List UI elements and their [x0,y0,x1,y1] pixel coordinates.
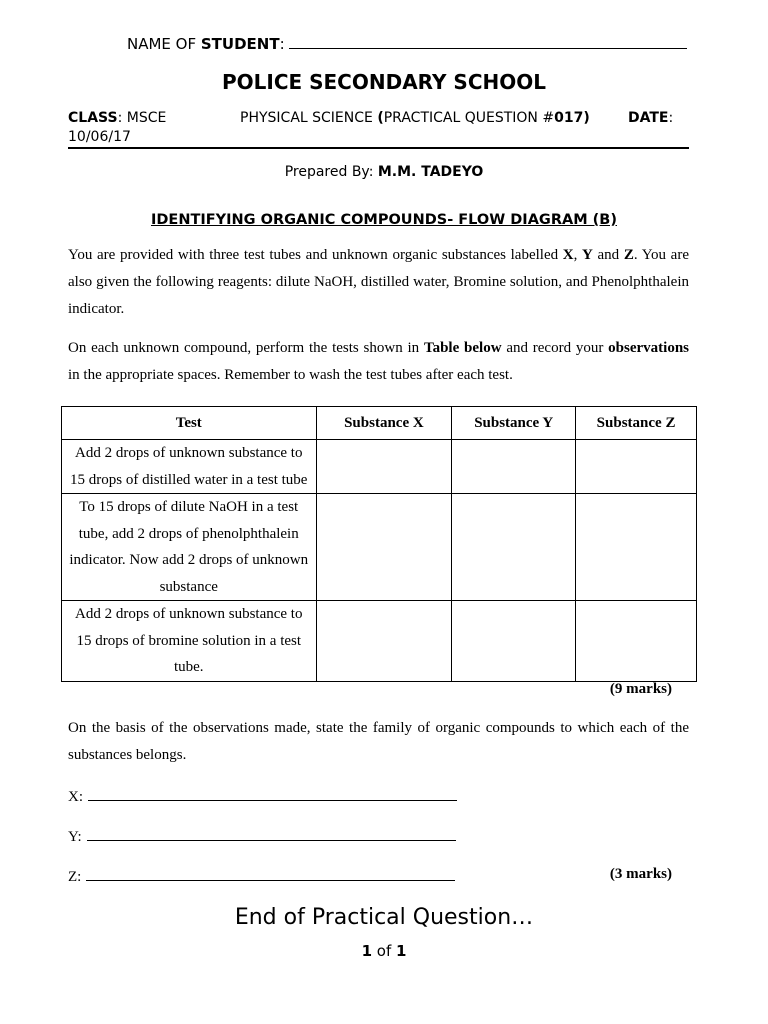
page-current: 1 [361,942,372,960]
answer-y-row [68,826,456,846]
observation-y[interactable] [452,440,576,494]
answer-z-field[interactable] [86,866,455,881]
name-label-bold: STUDENT [200,35,280,53]
header-divider [68,147,689,149]
page-of: of [372,942,396,960]
subject-info [240,110,590,126]
instruction-paragraph [68,335,689,389]
class-label: CLASS [68,110,118,126]
answer-marks: (3 marks) [609,866,672,882]
label-z: Z [623,247,634,263]
date-value: 10/06/17 [68,129,131,145]
class-info [68,110,166,126]
observation-z[interactable] [576,494,697,601]
table-header-row [62,407,697,440]
label-x: X [562,247,574,263]
prepared-name: M.M. TADEYO [377,164,484,180]
student-name-field[interactable] [289,34,687,49]
observation-x[interactable] [316,601,452,682]
header-substance-z: Substance Z [576,407,697,440]
prepared-by [0,164,768,180]
header-substance-x: Substance X [316,407,452,440]
subject-prefix: PHYSICAL SCIENCE [240,110,378,126]
answer-y-field[interactable] [87,826,456,841]
instr-text-1: On each unknown compound, perform the tests shown in [68,340,424,356]
end-of-question: End of Practical Question… [234,905,534,930]
prepared-label: Prepared By: [284,164,378,180]
observation-z[interactable] [576,440,697,494]
instr-text-2: and record your [501,340,609,356]
answer-x-label: X: [68,789,83,805]
answer-z-row [68,866,455,886]
tests-table [61,406,697,682]
table-marks: (9 marks) [609,681,672,697]
answer-y-label: Y: [68,829,82,845]
instr-text-3: in the appropriate spaces. Remember to wash the test tubes after each test. [68,367,513,383]
intro-and: and [592,247,624,263]
answer-x-field[interactable] [88,786,457,801]
answer-z-label: Z: [68,869,82,885]
name-colon: : [279,35,285,53]
section-heading: IDENTIFYING ORGANIC COMPOUNDS- FLOW DIAGRAM (B) [150,212,617,228]
instr-bold-2: observations [608,340,690,356]
test-description: Add 2 drops of unknown substance to 15 drops of distilled water in a test tube [62,440,317,494]
date-label: DATE [628,110,669,126]
instr-bold-1: Table below [423,340,502,356]
page-number [0,942,768,960]
school-title: POLICE SECONDARY SCHOOL [221,70,547,94]
basis-question: On the basis of the observations made, state the family of organic compounds to which each of the substances belongs. [68,720,689,763]
intro-text-1: You are provided with three test tubes and unknown organic substances labelled [68,247,563,263]
header-test: Test [62,407,317,440]
date-colon: : [668,110,674,126]
test-description: Add 2 drops of unknown substance to 15 drops of bromine solution in a test tube. [62,601,317,682]
intro-sep: , [573,247,583,263]
observation-z[interactable] [576,601,697,682]
table-row [62,601,697,682]
observation-y[interactable] [452,494,576,601]
question-number: 017) [554,110,590,126]
name-label: NAME OF [127,35,201,53]
subject-mid: PRACTICAL QUESTION # [383,110,555,126]
observation-x[interactable] [316,440,452,494]
intro-text-2: . You are also given the following reagents: dilute NaOH, distilled water, Bromine solution, and Phenolphthalein indicator. [68,247,689,317]
subject-paren: ( [377,110,384,126]
page-total: 1 [396,942,407,960]
header-substance-y: Substance Y [452,407,576,440]
answer-x-row [68,786,457,806]
date-label-wrap [628,110,673,126]
table-row [62,494,697,601]
test-description: To 15 drops of dilute NaOH in a test tube, add 2 drops of phenolphthalein indicator. Now add 2 drops of unknown substance [62,494,317,601]
observation-x[interactable] [316,494,452,601]
label-y: Y [582,247,593,263]
intro-paragraph [68,242,689,323]
student-name-line [127,34,687,53]
class-value: : MSCE [117,110,167,126]
observation-y[interactable] [452,601,576,682]
table-row [62,440,697,494]
